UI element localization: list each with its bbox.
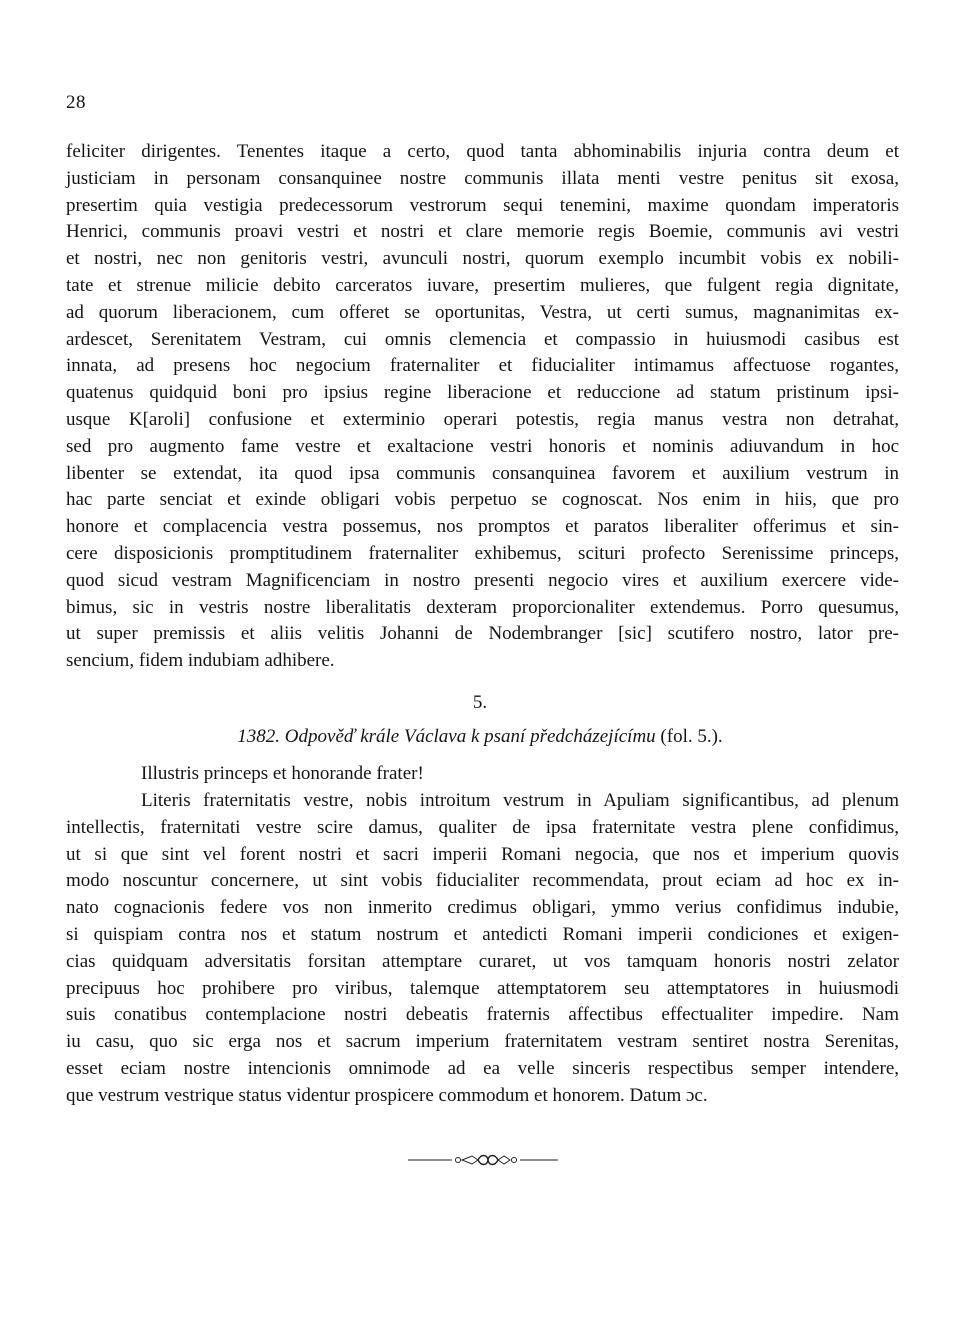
text-line: intellectis, fraternitati vestre scire damus, qualiter de ipsa fraternitate vestra plene confidimus, (66, 816, 899, 838)
text-line: suis conatibus contemplacione nostri debeatis fraternis affectibus effectualiter impedire. Nam (66, 1004, 899, 1026)
text-line: hac parte senciat et exinde obligari vobis perpetuo se cognoscat. Nos enim in hiis, que pro (66, 489, 899, 511)
text-line: tate et strenue milicie debito carceratos iuvare, presertim mulieres, que fulgent regia dignitate, (66, 274, 899, 296)
text-line: honore et complacencia vestra possemus, nos promptos et paratos liberaliter offerimus et sin- (66, 516, 899, 538)
document-title: Odpověď krále Václava k psaní předcházejícímu (284, 726, 656, 747)
document-body (66, 788, 899, 1110)
text-line: cias quidquam adversitatis forsitan attemptare curaret, ut vos tamquam honoris nostri zelator (66, 950, 899, 972)
text-line: ut si que sint vel forent nostri et sacri imperii Romani negocia, que nos et imperium quovis (66, 843, 899, 865)
text-line: que vestrum vestrique status videntur prospicere commodum et honorem. Datum ɔc. (66, 1084, 708, 1106)
continuation-text (66, 139, 899, 675)
document-number: 5. (472, 692, 488, 713)
salutation: Illustris princeps et honorande frater! (141, 763, 424, 784)
text-line: modo noscuntur concernere, ut sint vobis fiducialiter recommendata, prout eciam ad hoc ex in- (66, 870, 899, 892)
text-line: precipuus hoc prohibere pro viribus, talemque attemptatorem seu attemptatores in huiusmodi (66, 977, 899, 999)
text-line: quod sicud vestram Magnificenciam in nostro presenti negocio vires et auxilium exercere vide- (66, 569, 899, 591)
document-year: 1382. (237, 726, 281, 747)
page-number: 28 (66, 92, 86, 113)
text-line: libenter se extendat, ita quod ipsa communis consanquinea favorem et auxilium vestrum in (66, 462, 899, 484)
text-line: sencium, fidem indubiam adhibere. (66, 650, 335, 672)
text-line: et nostri, nec non genitoris vestri, avunculi nostri, quorum exemplo incumbit vobis ex nobili- (66, 248, 899, 270)
text-line: Henrici, communis proavi vestri et nostri et clare memorie regis Boemie, communis avi vestri (66, 221, 899, 243)
text-line: justiciam in personam consanquinee nostre communis illata menti vestre penitus sit exosa, (66, 167, 899, 189)
text-line: usque K[aroli] confusione et exterminio operari potestis, regia manus vestra non detrahat, (66, 408, 899, 430)
text-line: ad quorum liberacionem, cum offeret se oportunitas, Vestra, ut certi sumus, magnanimitas ex- (66, 301, 899, 323)
text-line: quatenus quidquid boni pro ipsius regine liberacione et reduccione ad statum pristinum ipsi- (66, 382, 899, 404)
text-line: feliciter dirigentes. Tenentes itaque a certo, quod tanta abhominabilis injuria contra deum et (66, 141, 899, 162)
text-line: cere disposicionis promptitudinem fraternaliter exhibemus, sciturі profecto Serenissime princeps, (66, 542, 899, 564)
text-line: bimus, sic in vestris nostre liberalitatis dexteram proporcionaliter extendemus. Porro quesumus, (66, 596, 899, 618)
text-line: esset eciam nostre intencionis omnimode ad ea velle sinceris respectibus semper intendere, (66, 1057, 899, 1079)
ornamental-rule-icon (408, 1150, 558, 1170)
text-line: sed pro augmento fame vestre et exaltacione vestri honoris et nominis adiuvandum in hoc (66, 435, 899, 457)
text-line: innata, ad presens hoc negocium fraternaliter et fiducialiter intimamus affectuose rogantes, (66, 355, 899, 377)
text-line: Literis fraternitatis vestre, nobis introitum vestrum in Apuliam significantibus, ad plenum (141, 790, 899, 811)
text-line: nato cognacionis federe vos non inmerito credimus obligari, ymmo verius confidimus indubie, (66, 897, 899, 919)
text-line: ardescet, Serenitatem Vestram, cui omnis clemencia et compassio in huiusmodi casibus est (66, 328, 899, 350)
document-heading (0, 724, 960, 750)
text-line: ut super premissis et aliis velitis Johanni de Nodembranger [sic] scutifero nostro, lator pre- (66, 623, 899, 645)
text-line: iu casu, quo sic erga nos et sacrum imperium fraternitatem vestram sentiret nostra Serenitas, (66, 1031, 899, 1053)
text-line: presertim quia vestigia predecessorum vestrorum sequi tenemini, maxime quondam imperatoris (66, 194, 899, 216)
text-line: si quispiam contra nos et statum nostrum et antedicti Romani imperii condiciones et exigen- (66, 923, 899, 945)
document-folio: (fol. 5.). (660, 726, 723, 747)
